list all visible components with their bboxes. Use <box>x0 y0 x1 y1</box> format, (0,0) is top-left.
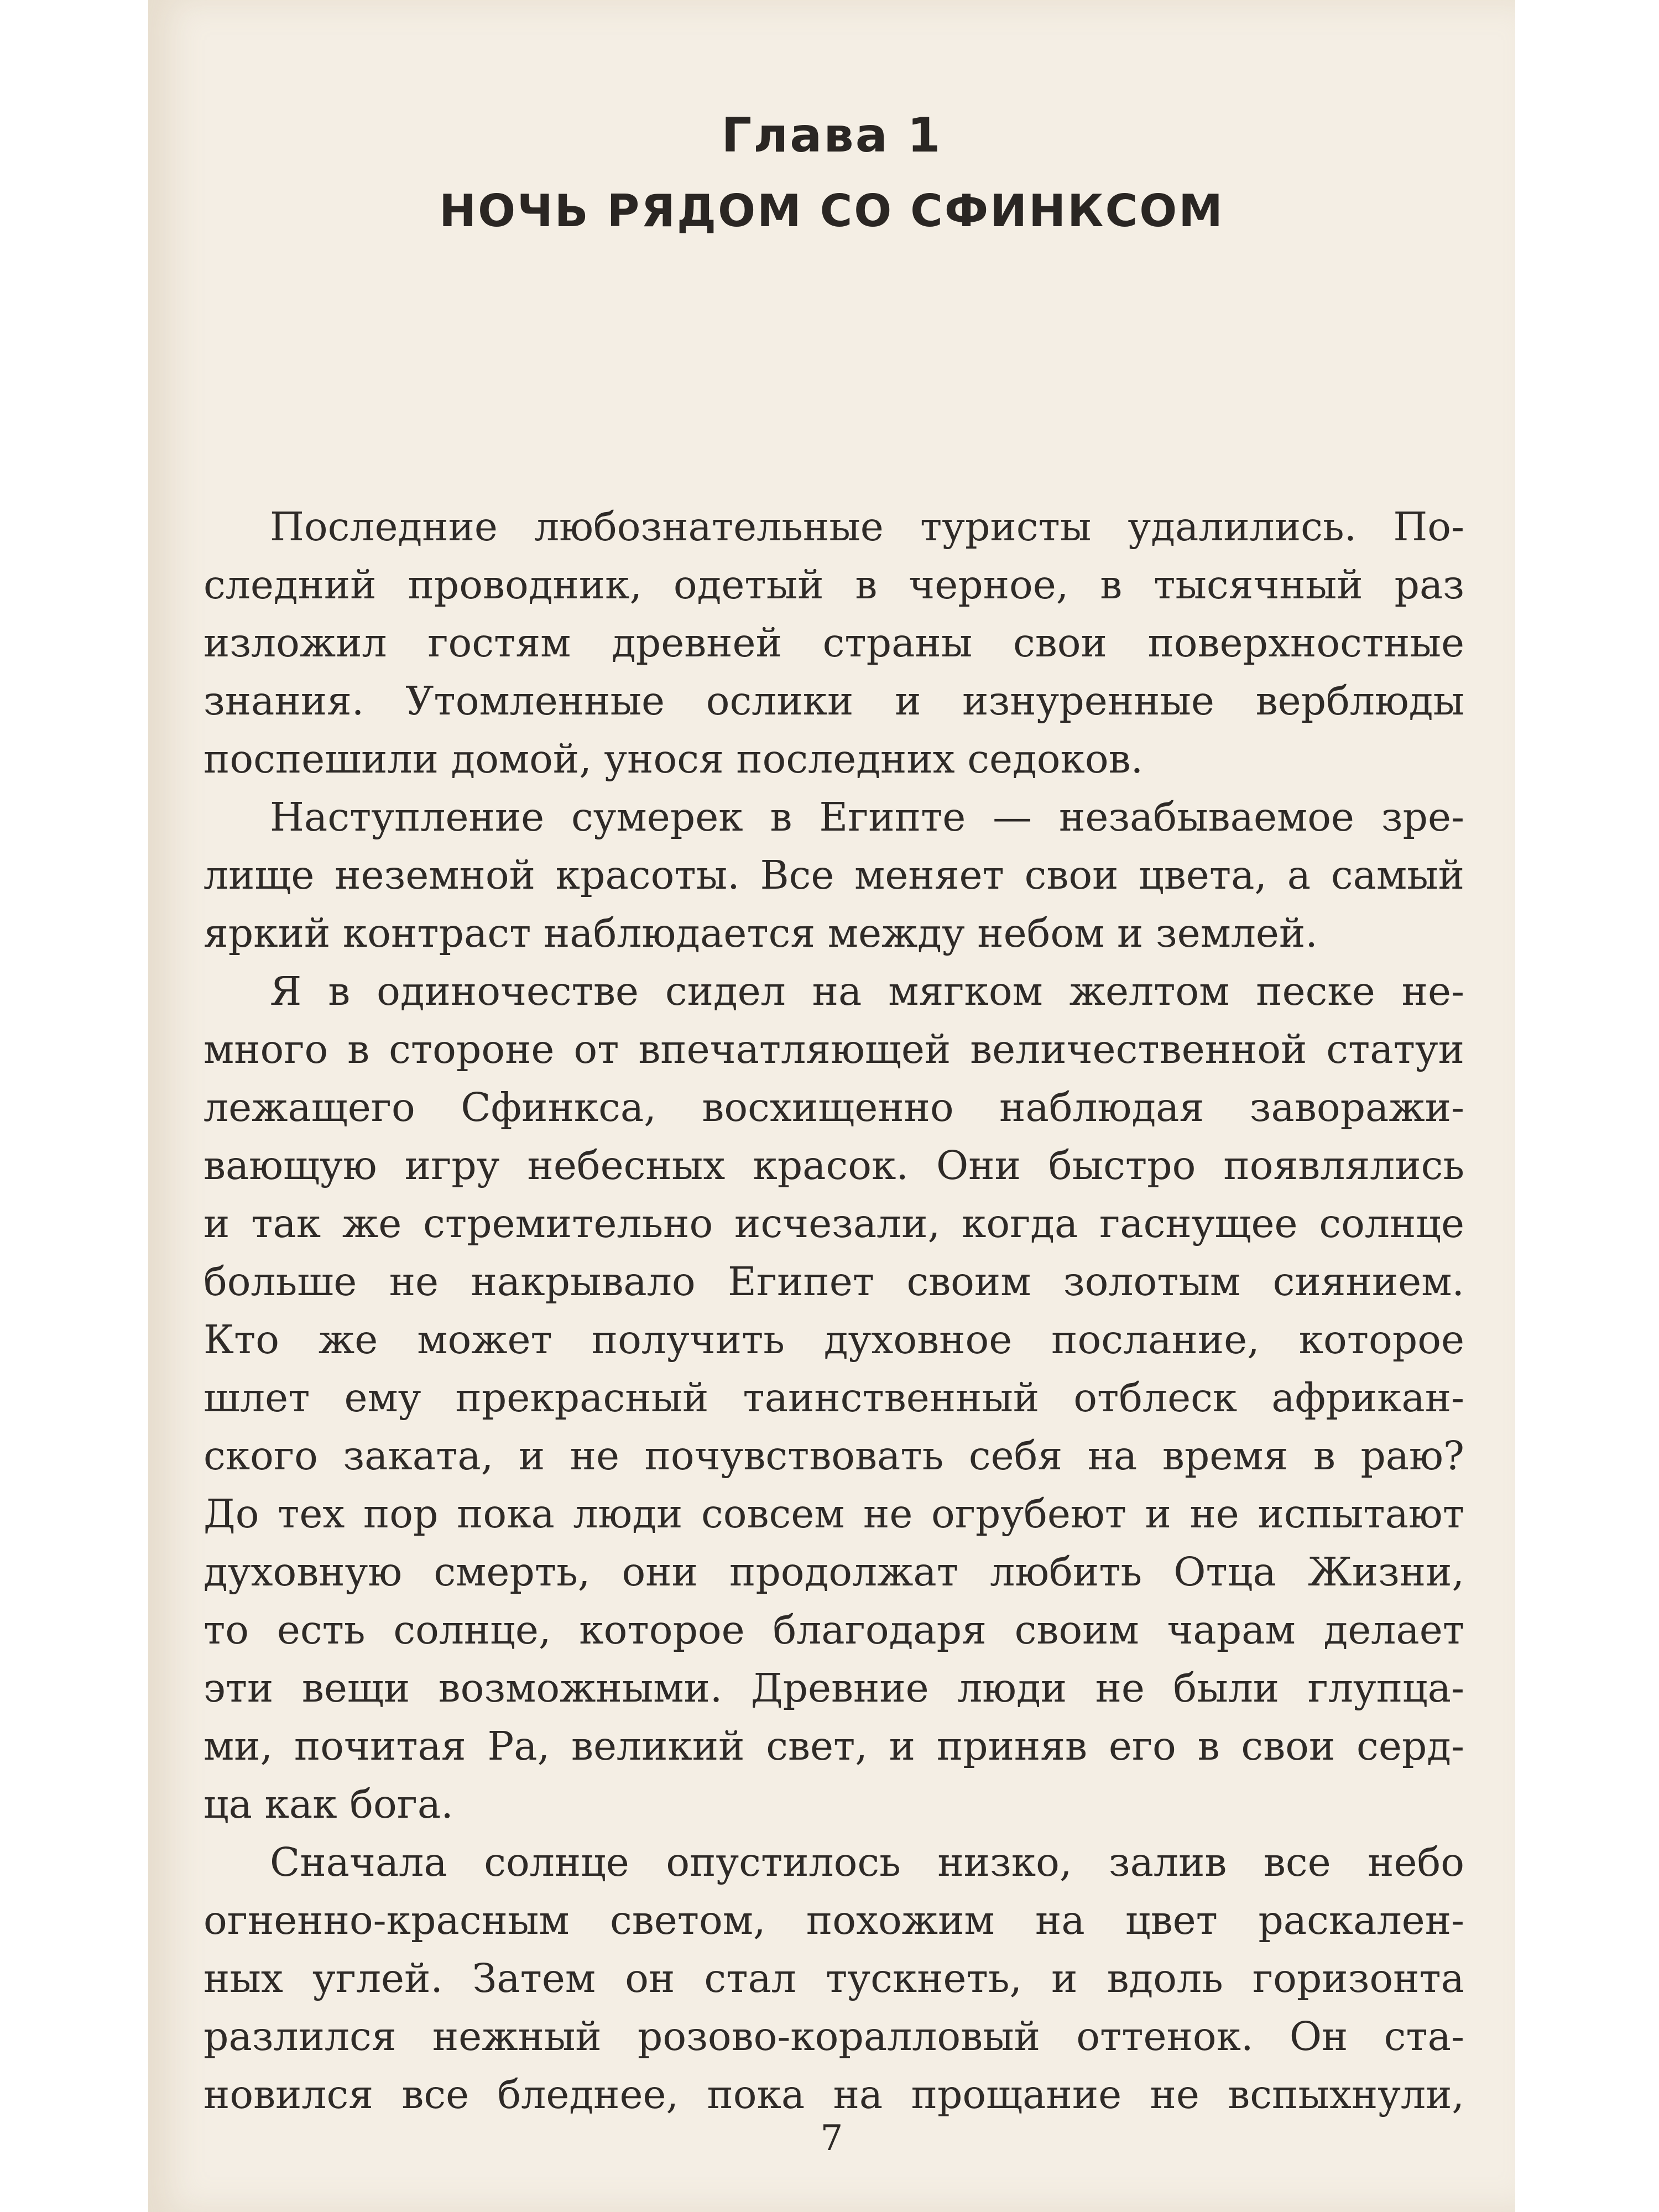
text-line: ми, почитая Ра, великий свет, и приняв его в свои серд- <box>204 1723 1464 1769</box>
chapter-number: Глава 1 <box>721 108 942 163</box>
text-line: новился все бледнее, пока на прощание не вспыхнули, <box>204 2072 1464 2117</box>
text-line: поспешили домой, унося последних седоков. <box>204 736 1144 782</box>
text-line: знания. Утомленные ослики и изнуренные верблюды <box>204 678 1464 724</box>
text-line: Наступление сумерек в Египте — незабываемое зре- <box>270 794 1464 840</box>
text-line: лежащего Сфинкса, восхищенно наблюдая заворажи- <box>204 1084 1464 1130</box>
text-line: духовную смерть, они продолжат любить Отца Жизни, <box>204 1549 1464 1595</box>
text-line: много в стороне от впечатляющей величественной статуи <box>204 1026 1464 1072</box>
text-line: Сначала солнце опустилось низко, залив все небо <box>270 1839 1464 1885</box>
text-line: вающую игру небесных красок. Они быстро появлялись <box>204 1142 1464 1188</box>
text-line: разлился нежный розово-коралловый оттенок. Он ста- <box>204 2013 1464 2059</box>
text-line: шлет ему прекрасный таинственный отблеск африкан- <box>204 1375 1464 1421</box>
text-line: эти вещи возможными. Древние люди не были глупца- <box>204 1665 1464 1711</box>
text-line: яркий контраст наблюдается между небом и землей. <box>204 910 1318 956</box>
text-line: До тех пор пока люди совсем не огрубеют и не испытают <box>204 1491 1464 1537</box>
page-number: 7 <box>820 2118 843 2159</box>
text-line: то есть солнце, которое благодаря своим чарам делает <box>204 1607 1464 1653</box>
text-line: и так же стремительно исчезали, когда гаснущее солнце <box>204 1201 1464 1246</box>
text-line: ных углей. Затем он стал тускнеть, и вдоль горизонта <box>204 1955 1464 2001</box>
text-line: ского заката, и не почувствовать себя на время в раю? <box>204 1433 1464 1479</box>
body-text <box>204 498 1464 2124</box>
text-line: изложил гостям древней страны свои поверхностные <box>204 620 1464 666</box>
text-line: лище неземной красоты. Все меняет свои цвета, а самый <box>204 852 1464 898</box>
chapter-title: НОЧЬ РЯДОМ СО СФИНКСОМ <box>439 185 1224 237</box>
text-line: Последние любознательные туристы удалились. По- <box>270 504 1464 550</box>
text-line: Кто же может получить духовное послание, которое <box>204 1317 1464 1363</box>
text-line: огненно-красным светом, похожим на цвет раскален- <box>204 1897 1464 1943</box>
text-line: следний проводник, одетый в черное, в тысячный раз <box>204 562 1464 608</box>
text-line: больше не накрывало Египет своим золотым сиянием. <box>204 1259 1464 1305</box>
text-line: Я в одиночестве сидел на мягком желтом песке не- <box>270 968 1464 1014</box>
text-line: ца как бога. <box>204 1781 453 1827</box>
